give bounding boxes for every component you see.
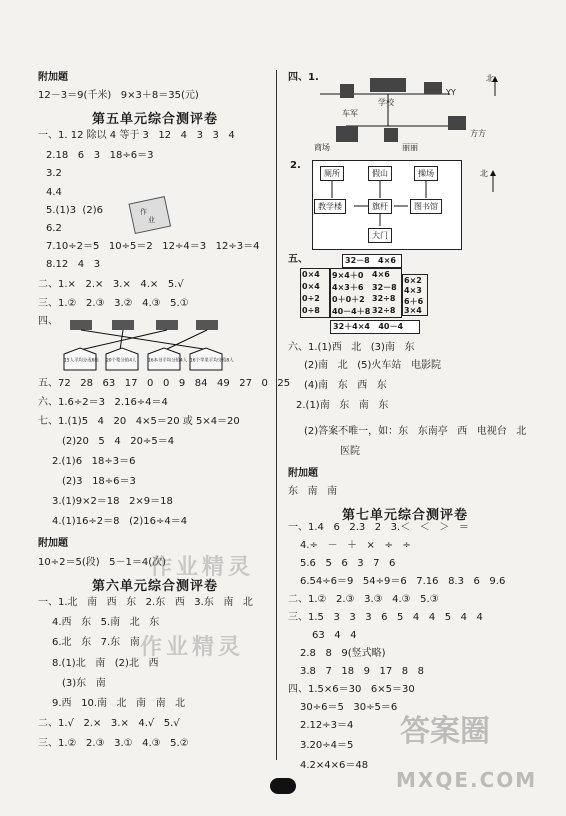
unit7-line: 三、1.5 3 3 3 6 5 4 4 5 4 4 — [288, 612, 483, 623]
unit6-title: 第六单元综合测评卷 — [92, 579, 219, 594]
section-seven-answer: 4.(1)16÷2＝8 (2)16÷4＝4 — [52, 516, 188, 527]
unit7-line: 4.2×4×6＝48 — [300, 760, 369, 771]
grid-top: 32－8 4×6 — [342, 254, 402, 268]
watermark: 作业精灵 — [140, 635, 245, 660]
grid-cell: 32－8 — [372, 283, 397, 292]
unit5-line: 一、1. 12 除以 4 等于 3 12 4 3 3 4 — [38, 130, 235, 141]
unit5-line: 2.18 6 3 18÷6＝3 — [46, 150, 154, 161]
unit7-line: 2.8 8 9(竖式略) — [300, 648, 386, 659]
unit7-line: 一、1.4 6 2.3 2 3.＜ ＜ ＞ ＝ — [288, 522, 469, 533]
unit5-title: 第五单元综合测评卷 — [92, 112, 219, 127]
unit6-line: 4.西 东 5.南 北 东 — [52, 617, 160, 628]
grid-cell: 4×3 — [404, 286, 422, 295]
north-arrow-icon — [488, 170, 498, 194]
matching-diagram — [60, 316, 260, 374]
section-seven-answer: (2)20 5 4 20÷5＝4 — [62, 436, 175, 447]
grid-cell: 32÷8 — [372, 306, 396, 315]
unit6-line: 二、1.√ 2.× 3.× 4.√ 5.√ — [38, 718, 180, 729]
section-five-answer: 五、72 28 63 17 0 0 9 84 49 27 0 25 — [38, 378, 291, 389]
section-seven-answer: 2.(1)6 18÷3＝6 — [52, 456, 136, 467]
grid-cell: 4×3＋6 — [332, 283, 364, 292]
grid-cell: 0×4 — [302, 270, 320, 279]
unit7-line: 4.÷ － ＋ × ÷ ÷ — [300, 540, 411, 551]
grid-cell: 6＋6 — [404, 297, 424, 306]
section-five-label: 五、 — [288, 254, 308, 265]
grid-cell: 0×4 — [302, 282, 320, 291]
grid-cell: 0＋0＋2 — [332, 295, 365, 304]
north-label: 北 — [486, 74, 494, 83]
unit7-line: 3.20÷4＝5 — [300, 740, 354, 751]
grid-cell: 0÷8 — [302, 306, 320, 315]
section-six-answer: 六、1.6÷2＝3 2.16÷4＝4 — [38, 397, 168, 408]
bonus-heading: 附加题 — [38, 538, 68, 549]
unit6-line: 9.西 10.南 北 南 南 北 — [52, 698, 186, 709]
unit5-line: 8.12 4 3 — [46, 259, 101, 270]
section-six-line: (2)答案不唯一，如：东 东南亭 西 电视台 北 — [304, 426, 527, 437]
site-logo: 答案圈 — [400, 714, 490, 749]
unit6-line: 三、1.② 2.③ 3.① 4.③ 5.② — [38, 738, 189, 749]
north-label: 北 — [480, 169, 488, 178]
unit6-line: 一、1.北 南 西 东 2.东 西 3.东 南 北 — [38, 597, 253, 608]
unit5-line: 7.10÷2＝5 10÷5＝2 12÷4＝3 12÷3＝4 — [46, 241, 260, 252]
section-seven-answer: 3.(1)9×2＝18 2×9＝18 — [52, 496, 173, 507]
unit7-line: 30÷6＝5 30÷5＝6 — [300, 702, 398, 713]
unit7-line: 63 4 4 — [312, 630, 357, 641]
match-label: 20个梨分给4人 — [106, 357, 137, 363]
map-place-label: 方方 — [470, 129, 486, 138]
match-label: 16个苹果平均分给8人 — [190, 357, 234, 363]
unit7-line: 2.12÷3＝4 — [300, 720, 354, 731]
page-number-badge — [270, 778, 296, 794]
map-place-label: 学校 — [378, 98, 394, 107]
layout-box: 厕所 — [320, 166, 344, 181]
match-label: 16本书平均分给4人 — [148, 357, 188, 363]
unit6-line: 6.北 东 7.东 南 — [52, 637, 140, 648]
watermark: 作业精灵 — [150, 555, 255, 580]
map-place-label: 丽丽 — [402, 143, 418, 152]
unit7-line: 四、1.5×6＝30 6×5＝30 — [288, 684, 415, 695]
unit5-line: 3.2 — [46, 168, 62, 179]
unit5-line: 三、1.② 2.③ 3.② 4.③ 5.① — [38, 298, 189, 309]
bonus-heading: 附加题 — [288, 468, 318, 479]
grid-cell: 4×6 — [372, 270, 390, 279]
unit6-line: (3)东 南 — [62, 678, 106, 689]
layout-box: 大门 — [368, 228, 392, 243]
unit5-line: 二、1.× 2.× 3.× 4.× 5.√ — [38, 279, 184, 290]
svg-text:业: 业 — [148, 216, 155, 224]
column-divider — [276, 70, 277, 760]
unit7-line: 6.54÷6＝9 54÷9＝6 7.16 8.3 6 9.6 — [300, 576, 506, 587]
grid-cell: 9×4＋0 — [332, 271, 364, 280]
grid-cell: 0÷2 — [302, 294, 320, 303]
unit5-line: 4.4 — [46, 187, 62, 198]
map-place-label: 车军 — [342, 109, 358, 118]
map-place-label: YY — [446, 88, 456, 97]
unit5-line: 四、 — [38, 316, 58, 327]
section-six-line: 六、1.(1)西 北 (3)南 东 — [288, 342, 415, 353]
bonus-heading: 附加题 — [38, 72, 68, 83]
layout-box: 操场 — [414, 166, 438, 181]
unit7-line: 二、1.② 2.③ 3.③ 4.③ 5.③ — [288, 594, 439, 605]
bonus-answer: 12－3＝9(千米) 9×3＋8＝35(元) — [38, 90, 199, 101]
grid-cell: 40－4＋8 — [332, 307, 371, 316]
unit7-title: 第七单元综合测评卷 — [342, 508, 469, 523]
section-six-line: 医院 — [340, 446, 360, 457]
grid-cell: 6×2 — [404, 276, 422, 285]
unit7-line: 5.6 5 6 3 7 6 — [300, 558, 396, 569]
layout-box: 教学楼 — [314, 199, 346, 214]
grid-cell: 3×4 — [404, 306, 422, 315]
svg-text:作: 作 — [140, 208, 147, 216]
site-logo-url: MXQE.COM — [396, 768, 538, 792]
section-six-line: 2.(1)南 东 南 东 — [296, 400, 389, 411]
unit7-line: 3.8 7 18 9 17 8 8 — [300, 666, 425, 677]
match-label: 15人平均分成6组 — [64, 357, 99, 363]
section-six-line: (2)南 北 (5)火车站 电影院 — [304, 360, 441, 371]
bonus-answer: 10÷2＝5(段) 5－1＝4(次) — [38, 557, 167, 568]
section-six-line: (4)南 东 西 东 — [304, 380, 387, 391]
bonus-answer: 东 南 南 — [288, 486, 338, 497]
layout-question-label: 2. — [290, 160, 301, 171]
layout-box: 假山 — [368, 166, 392, 181]
section-seven-answer: 七、1.(1)5 4 20 4×5＝20 或 5×4＝20 — [38, 416, 240, 427]
layout-box: 旗杆 — [368, 199, 392, 214]
layout-box: 图书馆 — [410, 199, 442, 214]
section-seven-answer: (2)3 18÷6＝3 — [62, 476, 136, 487]
grid-cell: 32÷8 — [372, 294, 396, 303]
grid-bottom: 32＋4×4 40－4 — [330, 320, 420, 334]
map-question-label: 四、1. — [288, 72, 319, 83]
unit5-line: 5.(1)3 (2)6 — [46, 205, 103, 216]
stamp-image — [128, 196, 172, 236]
unit5-line: 6.2 — [46, 223, 62, 234]
unit6-line: 8.(1)北 南 (2)北 西 — [52, 658, 159, 669]
map-place-label: 商场 — [314, 143, 330, 152]
